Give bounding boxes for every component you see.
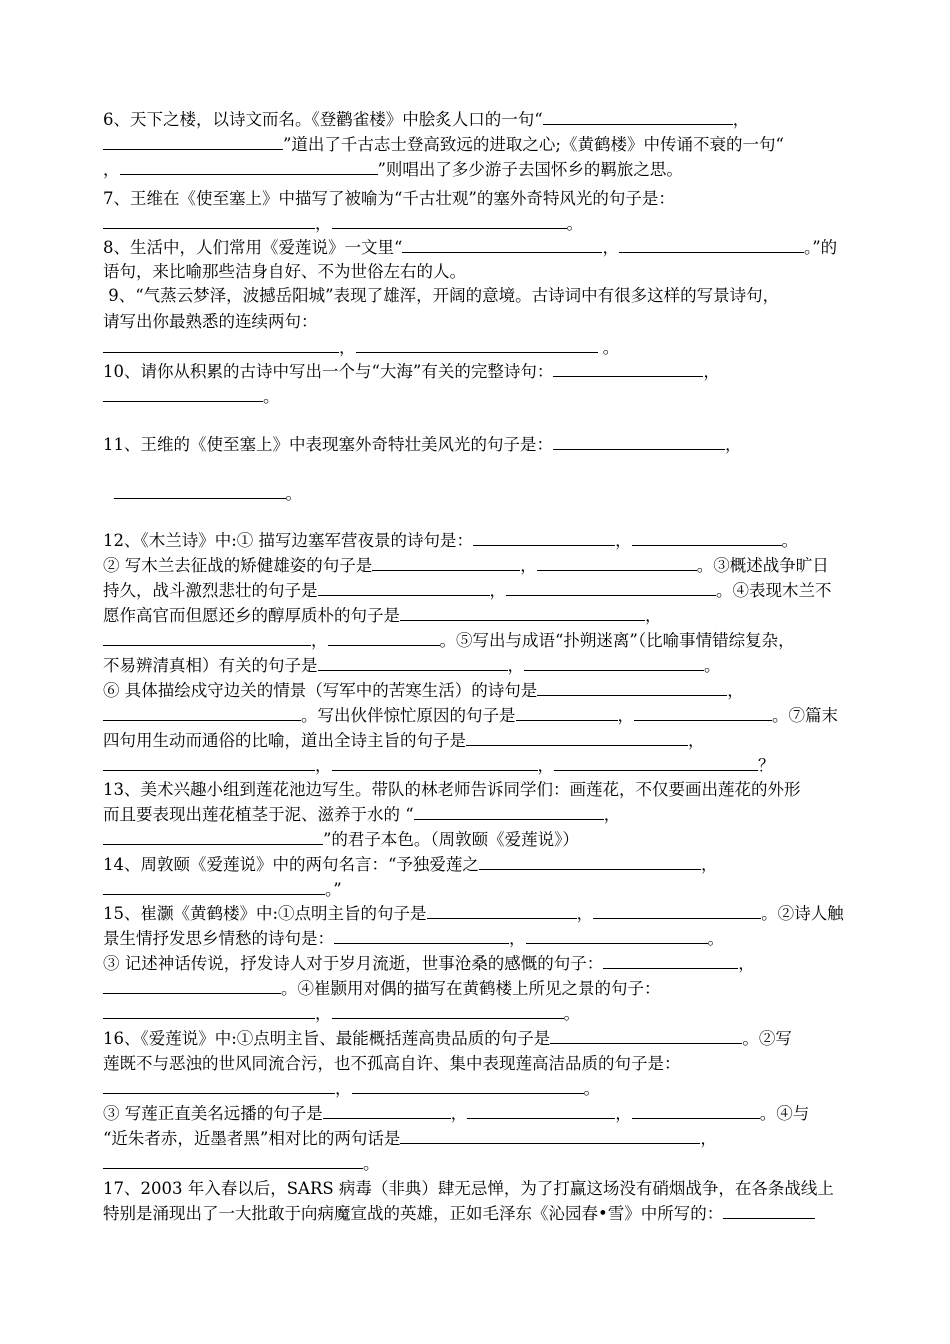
question-text: ，: [725, 435, 742, 454]
question-text: ⑥ 具体描绘戍守边关的情景（写军中的苦寒生活）的诗句是: [103, 681, 538, 700]
answer-blank[interactable]: [103, 336, 339, 353]
question-text: ，: [617, 706, 634, 725]
question-text: ，: [509, 929, 526, 948]
question-text: 语句，来比喻那些洁身自好、不为世俗左右的人。: [103, 262, 466, 281]
question-text: 。: [704, 656, 721, 675]
question-text: ”的君子本色。（周敦颐《爱莲说》）: [323, 830, 579, 849]
answer-blank[interactable]: [537, 554, 697, 571]
question-text: 。: [707, 929, 724, 948]
question-13-line: [103, 827, 879, 853]
question-text: 11、王维的《使至塞上》中表现塞外奇特壮美风光的句子是：: [103, 435, 553, 454]
question-text: ，: [615, 531, 632, 550]
answer-blank[interactable]: [414, 803, 604, 820]
question-text: 。”: [325, 880, 342, 899]
answer-blank[interactable]: [103, 704, 301, 721]
answer-blank[interactable]: [466, 729, 688, 746]
answer-blank[interactable]: [356, 336, 598, 353]
question-text: 7、王维在《使至塞上》中描写了被喻为“千古壮观”的塞外奇特风光的句子是：: [103, 189, 675, 208]
question-text: 。”的: [803, 238, 838, 257]
question-text: ，: [507, 656, 524, 675]
question-text: 特别是涌现出了一大批敢于向病魔宣战的英雄，正如毛泽东《沁园春•雪》中所写的：: [103, 1204, 724, 1223]
question-text: 景生情抒发思乡情愁的诗句是：: [103, 929, 334, 948]
question-text: ，: [450, 1104, 468, 1123]
question-text: 。: [781, 531, 799, 550]
answer-blank[interactable]: [516, 704, 618, 721]
question-7-line: [103, 186, 879, 212]
question-15-line: [103, 926, 879, 952]
question-text: 持久，战斗激烈悲壮的句子是: [103, 581, 318, 600]
question-6-line: [103, 157, 879, 183]
answer-blank[interactable]: [554, 754, 758, 771]
question-12-line: [103, 578, 879, 604]
question-14-line: [103, 877, 879, 903]
answer-blank[interactable]: [543, 108, 733, 125]
question-15-line: [103, 976, 879, 1002]
question-text: 。: [563, 1004, 580, 1023]
question-16-line: [103, 1076, 879, 1102]
answer-blank[interactable]: [332, 1002, 564, 1019]
question-text: ，: [688, 731, 705, 750]
question-text: 。⑤写出与成语“扑朔迷离”（比喻事情错综复杂，: [439, 631, 795, 650]
answer-blank[interactable]: [103, 828, 323, 845]
question-text: 莲既不与恶浊的世风同流合污，也不孤高自许、集中表现莲高洁品质的句子是：: [103, 1054, 681, 1073]
question-text: ② 写木兰去征战的矫健雄姿的句子是: [103, 556, 373, 575]
question-text: 。: [597, 338, 620, 357]
answer-blank[interactable]: [372, 554, 520, 571]
question-text: 。④表现木兰不: [716, 581, 832, 600]
question-text: 。: [263, 387, 280, 406]
question-text: 14、周敦颐《爱莲说》中的两句名言：“予独爱莲之: [103, 855, 479, 874]
question-text: [103, 484, 114, 503]
question-text: 9、“气蒸云梦泽，波撼岳阳城”表现了雄浑，开阔的意境。古诗词中有很多这样的写景诗句，: [103, 286, 780, 305]
question-text: ，: [738, 954, 755, 973]
question-12-line: [103, 628, 879, 654]
question-9-line: [103, 335, 879, 361]
question-7-line: [103, 211, 879, 237]
answer-blank[interactable]: [114, 482, 286, 499]
question-text: 而且要表现出莲花植茎于泥、滋养于水的 “: [103, 805, 414, 824]
question-text: 。: [583, 1079, 600, 1098]
answer-blank[interactable]: [103, 977, 281, 994]
question-text: ，: [615, 1104, 632, 1123]
question-text: 10、请你从积累的古诗中写出一个与“大海”有关的完整诗句：: [103, 362, 554, 381]
answer-blank[interactable]: [103, 133, 283, 150]
question-15-line: [103, 901, 879, 927]
question-16-line: [103, 1101, 879, 1127]
question-text: 。②诗人触: [761, 904, 844, 923]
question-text: ，: [603, 805, 621, 824]
answer-blank[interactable]: [632, 529, 782, 546]
question-text: ，: [727, 681, 744, 700]
question-text: ，: [103, 160, 120, 179]
answer-blank[interactable]: [524, 654, 704, 671]
question-text: ③ 写莲正直美名远播的句子是: [103, 1104, 323, 1123]
question-text: ，: [315, 214, 332, 233]
answer-blank[interactable]: [593, 902, 761, 919]
answer-blank[interactable]: [537, 679, 727, 696]
answer-blank[interactable]: [553, 433, 725, 450]
question-text: 。: [363, 1154, 380, 1173]
answer-blank[interactable]: [103, 385, 263, 402]
answer-blank[interactable]: [318, 579, 490, 596]
question-text: 。②写: [742, 1029, 792, 1048]
question-6-line: [103, 107, 879, 133]
question-text: 16、《爱莲说》中:①点明主旨、最能概括莲高贵品质的句子是: [103, 1029, 551, 1048]
answer-blank[interactable]: [323, 1102, 451, 1119]
question-16-line: [103, 1026, 879, 1052]
question-text: ，: [703, 362, 720, 381]
answer-blank[interactable]: [632, 1102, 760, 1119]
question-8-line: [103, 235, 879, 261]
answer-blank[interactable]: [103, 878, 325, 895]
answer-blank[interactable]: [103, 1152, 363, 1169]
answer-blank[interactable]: [103, 629, 311, 646]
answer-blank[interactable]: [619, 236, 804, 253]
answer-blank[interactable]: [427, 902, 577, 919]
question-11-line: [103, 481, 879, 507]
question-text: ”道出了千古志士登高致远的进取之心;《黄鹤楼》中传诵不衰的一句“: [283, 135, 784, 154]
question-text: ，: [315, 1004, 332, 1023]
question-text: ？: [758, 756, 775, 775]
question-text: 13、美术兴趣小组到莲花池边写生。带队的林老师告诉同学们：画莲花，不仅要画出莲花的外形: [103, 780, 801, 799]
question-text: ，: [489, 581, 506, 600]
question-17-line: [103, 1176, 879, 1202]
question-text: ，: [339, 338, 356, 357]
question-12-line: [103, 753, 879, 779]
question-12-line: [103, 678, 879, 704]
question-6-line: [103, 132, 879, 158]
answer-blank[interactable]: [526, 927, 708, 944]
question-text: 12、《木兰诗》中:① 描写边塞军营夜景的诗句是：: [103, 531, 474, 550]
question-text: ③ 记述神话传说，抒发诗人对于岁月流逝，世事沧桑的感慨的句子：: [103, 954, 604, 973]
answer-blank[interactable]: [103, 1002, 315, 1019]
question-text: 。④崔颢用对偶的描写在黄鹤楼上所见之景的句子：: [281, 979, 661, 998]
question-text: 。④与: [759, 1104, 810, 1123]
answer-blank[interactable]: [603, 952, 738, 969]
question-15-line: [103, 951, 879, 977]
answer-blank[interactable]: [103, 754, 315, 771]
question-12-line: [103, 528, 879, 554]
answer-blank[interactable]: [723, 1202, 815, 1219]
question-text: 。: [566, 214, 583, 233]
question-text: 。⑦篇末: [772, 706, 838, 725]
answer-blank[interactable]: [103, 212, 315, 229]
question-14-line: [103, 852, 879, 878]
question-16-line: [103, 1051, 879, 1077]
answer-blank[interactable]: [120, 158, 378, 175]
question-text: ，: [315, 756, 332, 775]
answer-blank[interactable]: [334, 927, 509, 944]
question-text: 8、生活中，人们常用《爱莲说》一文里“: [103, 238, 403, 257]
question-10-line: [103, 359, 879, 385]
question-text: 15、崔灏《黄鹤楼》中:①点明主旨的句子是: [103, 904, 427, 923]
question-text: ，: [602, 238, 619, 257]
question-12-line: [103, 653, 879, 679]
answer-blank[interactable]: [103, 1077, 335, 1094]
question-text: ，: [537, 756, 554, 775]
question-text: 愿作高官而但愿还乡的醇厚质朴的句子是: [103, 606, 400, 625]
question-16-line: [103, 1151, 879, 1177]
question-text: 。: [285, 484, 302, 503]
question-text: 不易辨清真相）有关的句子是: [103, 656, 318, 675]
answer-blank[interactable]: [634, 704, 772, 721]
question-text: ，: [732, 110, 750, 129]
question-text: 请写出你最熟悉的连续两句：: [103, 312, 318, 331]
question-text: ，: [576, 904, 594, 923]
question-text: “近朱者赤，近墨者黑”相对比的两句话是: [103, 1129, 401, 1148]
question-text: ，: [645, 606, 662, 625]
question-text: 17、2003 年入春以后，SARS 病毒（非典）肆无忌惮，为了打赢这场没有硝烟战争，在各条战线上: [103, 1179, 834, 1198]
question-12-line: [103, 703, 879, 729]
answer-blank[interactable]: [467, 1102, 615, 1119]
question-text: 四句用生动而通俗的比喻，道出全诗主旨的句子是: [103, 731, 466, 750]
answer-blank[interactable]: [473, 529, 615, 546]
question-text: ，: [700, 1129, 717, 1148]
question-text: ”则唱出了多少游子去国怀乡的羁旅之思。: [377, 160, 683, 179]
question-12-line: [103, 553, 879, 579]
answer-blank[interactable]: [400, 1127, 700, 1144]
question-text: ，: [335, 1079, 352, 1098]
answer-blank[interactable]: [328, 629, 440, 646]
answer-blank[interactable]: [506, 579, 716, 596]
question-11-line: [103, 432, 879, 458]
question-12-line: [103, 603, 879, 629]
question-text: 。写出伙伴惊忙原因的句子是: [301, 706, 516, 725]
answer-blank[interactable]: [352, 1077, 584, 1094]
question-9-line: [103, 283, 879, 309]
answer-blank[interactable]: [400, 604, 645, 621]
answer-blank[interactable]: [332, 754, 538, 771]
question-17-line: [103, 1201, 879, 1227]
question-12-line: [103, 728, 879, 754]
question-text: ，: [700, 855, 718, 874]
answer-blank[interactable]: [402, 236, 602, 253]
question-8-line: [103, 259, 879, 285]
question-9-line: [103, 309, 879, 335]
question-15-line: [103, 1001, 879, 1027]
answer-blank[interactable]: [479, 853, 701, 870]
question-13-line: [103, 777, 879, 803]
answer-blank[interactable]: [318, 654, 508, 671]
question-13-line: [103, 802, 879, 828]
question-16-line: [103, 1126, 879, 1152]
question-text: 6、天下之楼，以诗文而名。《登鹳雀楼》中脍炙人口的一句“: [103, 110, 543, 129]
answer-blank[interactable]: [332, 212, 567, 229]
question-text: ，: [520, 556, 537, 575]
question-10-line: [103, 384, 879, 410]
answer-blank[interactable]: [550, 1027, 742, 1044]
question-text: 。③概述战争旷日: [696, 556, 829, 575]
answer-blank[interactable]: [553, 360, 703, 377]
question-text: ，: [311, 631, 328, 650]
